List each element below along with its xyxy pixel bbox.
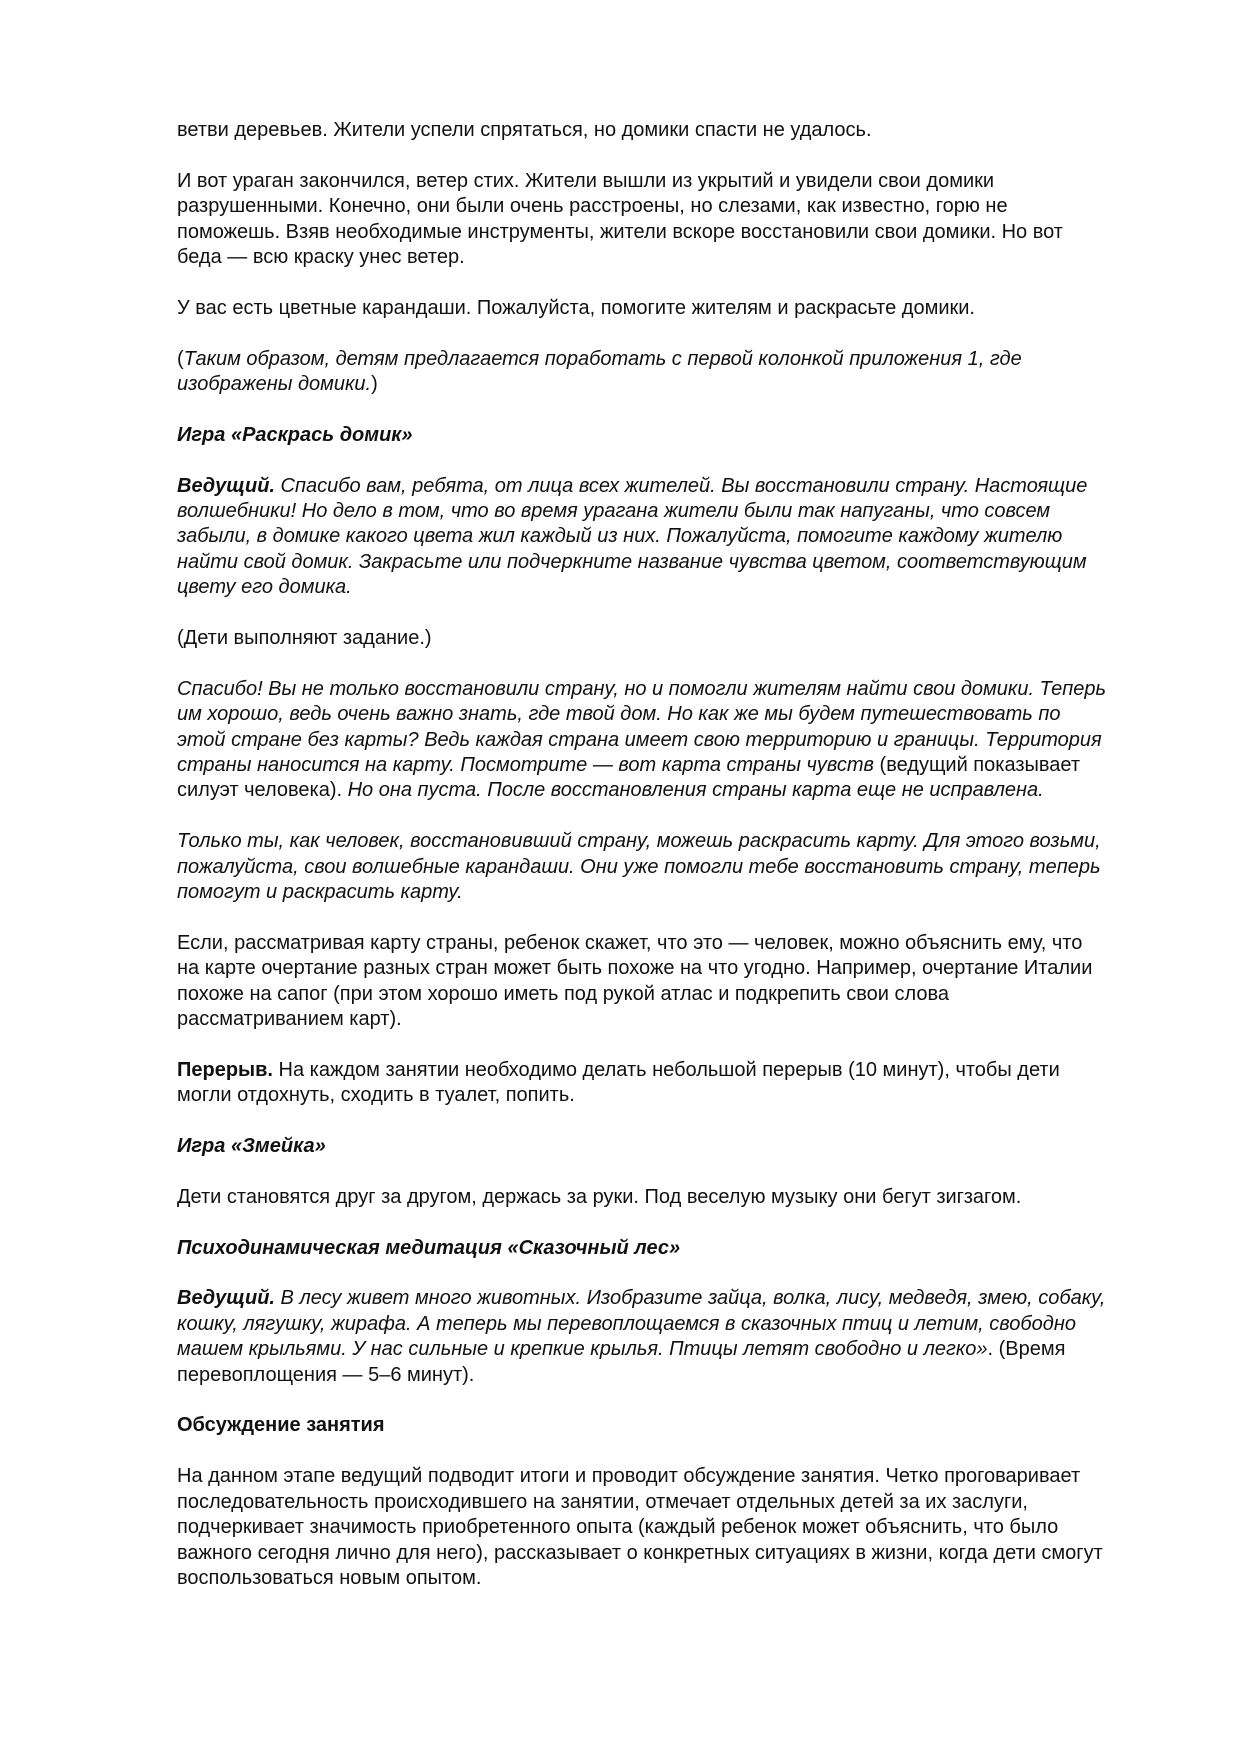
- bold-text-run: Обсуждение занятия: [177, 1414, 385, 1437]
- text-line: [177, 753, 1167, 778]
- text-run: на карте очертание разных стран может быть похоже на что угодно. Например, очертание Италии: [177, 957, 1093, 980]
- text-run: На данном этапе ведущий подводит итоги и проводит обсуждение занятия. Четко проговаривает: [177, 1465, 1081, 1488]
- paragraph: [177, 423, 1167, 448]
- paragraph: [177, 118, 1167, 143]
- text-line: [177, 169, 1167, 194]
- text-run: поможешь. Взяв необходимые инструменты, жители вскоре восстановили свои домики. Но вот: [177, 220, 1063, 243]
- text-line: [177, 1058, 1167, 1083]
- italic-text-run: цвету его домика.: [177, 576, 352, 599]
- text-run: ветви деревьев. Жители успели спрятаться, но домики спасти не удалось.: [177, 119, 872, 141]
- text-line: [177, 1185, 1167, 1210]
- text-run: разрушенными. Конечно, они были очень расстроены, но слезами, как известно, горю не: [177, 195, 1008, 218]
- text-line: [177, 1413, 1167, 1438]
- text-line: [177, 347, 1167, 372]
- text-run: ): [371, 373, 378, 396]
- bold-text-run: Ведущий.: [177, 1287, 275, 1310]
- text-run: перевоплощения — 5–6 минут).: [177, 1363, 475, 1386]
- paragraph: [177, 931, 1167, 1033]
- text-run: последовательность происходившего на занятии, отмечает отдельных детей за их заслуги,: [177, 1490, 1028, 1513]
- italic-text-run: В лесу живет много животных. Изобразите зайца, волка, лису, медведя, змею, собаку,: [275, 1287, 1106, 1310]
- text-line: [177, 728, 1167, 753]
- text-line: [177, 702, 1167, 727]
- paragraph: [177, 1058, 1167, 1109]
- italic-text-run: страны наносится на карту. Посмотрите — вот карта страны чувств: [177, 754, 874, 777]
- text-line: [177, 1236, 1167, 1261]
- text-run: силуэт человека).: [177, 779, 348, 802]
- italic-text-run: найти свой домик. Закрасьте или подчеркните название чувства цветом, соответствующим: [177, 550, 1087, 573]
- text-line: [177, 550, 1167, 575]
- text-line: [177, 1541, 1167, 1566]
- text-run: . (Время: [987, 1338, 1066, 1361]
- paragraph: [177, 296, 1167, 321]
- text-line: [177, 1134, 1167, 1159]
- text-line: [177, 296, 1167, 321]
- italic-text-run: Таким образом, детям предлагается поработать с первой колонкой приложения 1, где: [183, 347, 1022, 370]
- text-line: [177, 778, 1167, 803]
- italic-text-run: Спасибо вам, ребята, от лица всех жителей. Вы восстановили страну. Настоящие: [275, 474, 1088, 497]
- text-line: [177, 575, 1167, 600]
- text-run: (Дети выполняют задание.): [177, 627, 432, 650]
- italic-text-run: Спасибо! Вы не только восстановили страну, но и помогли жителям найти свои домики. Теперь: [177, 677, 1107, 700]
- paragraph: [177, 626, 1167, 651]
- paragraph: [177, 1286, 1167, 1388]
- text-line: [177, 1490, 1167, 1515]
- italic-text-run: помогут и раскрасить карту.: [177, 881, 463, 904]
- italic-text-run: кошку, лягушку, жирафа. А теперь мы перевоплощаемся в сказочных птиц и летим, свободно: [177, 1312, 1076, 1335]
- text-run: И вот ураган закончился, ветер стих. Жители вышли из укрытий и увидели свои домики: [177, 169, 995, 192]
- text-run: воспользоваться новым опытом.: [177, 1566, 482, 1589]
- text-run: важного сегодня лично для него), рассказывает о конкретных ситуациях в жизни, когда дети смогут: [177, 1541, 1103, 1564]
- text-line: [177, 829, 1167, 854]
- bold-text-run: Игра «Змейка»: [177, 1135, 326, 1158]
- italic-text-run: изображены домики.: [177, 373, 372, 396]
- italic-text-run: пожалуйста, свои волшебные карандаши. Они уже помогли тебе восстановить страну, теперь: [177, 855, 1101, 878]
- text-line: [177, 855, 1167, 880]
- paragraph: [177, 829, 1167, 905]
- text-line: [177, 245, 1167, 270]
- text-line: [177, 1007, 1167, 1032]
- text-line: [177, 677, 1167, 702]
- paragraph: [177, 347, 1167, 398]
- text-line: [177, 1515, 1167, 1540]
- paragraph: [177, 1236, 1167, 1261]
- text-line: [177, 931, 1167, 956]
- bold-text-run: Перерыв.: [177, 1058, 273, 1081]
- text-line: [177, 1312, 1167, 1337]
- italic-text-run: волшебники! Но дело в том, что во время урагана жители были так напуганы, что совсем: [177, 500, 1051, 523]
- text-line: [177, 880, 1167, 905]
- paragraph: [177, 1413, 1167, 1438]
- bold-text-run: Игра «Раскрась домик»: [177, 423, 413, 446]
- text-line: [177, 1566, 1167, 1591]
- paragraph: [177, 474, 1167, 601]
- italic-text-run: забыли, в домике какого цвета жил каждый из них. Пожалуйста, помогите каждому жителю: [177, 525, 1063, 548]
- text-run: беда — всю краску унес ветер.: [177, 246, 465, 269]
- text-line: [177, 1083, 1167, 1108]
- text-line: [177, 220, 1167, 245]
- text-line: [177, 474, 1167, 499]
- text-line: [177, 1337, 1167, 1362]
- text-run: (: [177, 347, 184, 370]
- text-line: [177, 1363, 1167, 1388]
- italic-text-run: Только ты, как человек, восстановивший страну, можешь раскрасить карту. Для этого возьми,: [177, 830, 1101, 853]
- paragraph: [177, 1185, 1167, 1210]
- text-run: У вас есть цветные карандаши. Пожалуйста, помогите жителям и раскрасьте домики.: [177, 296, 975, 319]
- bold-text-run: Ведущий.: [177, 474, 275, 497]
- text-line: [177, 499, 1167, 524]
- document-page: [177, 118, 1167, 1617]
- paragraph: [177, 1464, 1167, 1591]
- text-line: [177, 524, 1167, 549]
- text-run: (ведущий показывает: [873, 754, 1081, 777]
- bold-text-run: Психодинамическая медитация «Сказочный лес»: [177, 1236, 681, 1259]
- text-run: рассматриванием карт).: [177, 1008, 402, 1031]
- paragraph: [177, 677, 1167, 804]
- text-line: [177, 118, 1167, 143]
- text-line: [177, 1286, 1167, 1311]
- text-line: [177, 372, 1167, 397]
- italic-text-run: им хорошо, ведь очень важно знать, где твой дом. Но как же мы будем путешествовать по: [177, 703, 1061, 726]
- text-line: [177, 982, 1167, 1007]
- paragraph: [177, 169, 1167, 271]
- text-run: Если, рассматривая карту страны, ребенок скажет, что это — человек, можно объяснить ему, что: [177, 931, 1083, 954]
- text-line: [177, 423, 1167, 448]
- text-run: похоже на сапог (при этом хорошо иметь под рукой атлас и подкрепить свои слова: [177, 982, 950, 1005]
- italic-text-run: этой стране без карты? Ведь каждая страна имеет свою территорию и границы. Территория: [177, 728, 1102, 751]
- text-line: [177, 1464, 1167, 1489]
- text-line: [177, 626, 1167, 651]
- text-line: [177, 956, 1167, 981]
- text-line: [177, 194, 1167, 219]
- text-run: Дети становятся друг за другом, держась за руки. Под веселую музыку они бегут зигзагом.: [177, 1185, 1022, 1208]
- italic-text-run: машем крыльями. У нас сильные и крепкие крылья. Птицы летят свободно и легко»: [177, 1338, 988, 1361]
- text-run: На каждом занятии необходимо делать небольшой перерыв (10 минут), чтобы дети: [273, 1058, 1060, 1081]
- text-run: могли отдохнуть, сходить в туалет, попить.: [177, 1084, 575, 1107]
- text-run: подчеркивает значимость приобретенного опыта (каждый ребенок может объяснить, что было: [177, 1516, 1059, 1539]
- italic-text-run: Но она пуста. После восстановления страны карта еще не исправлена.: [347, 779, 1044, 802]
- paragraph: [177, 1134, 1167, 1159]
